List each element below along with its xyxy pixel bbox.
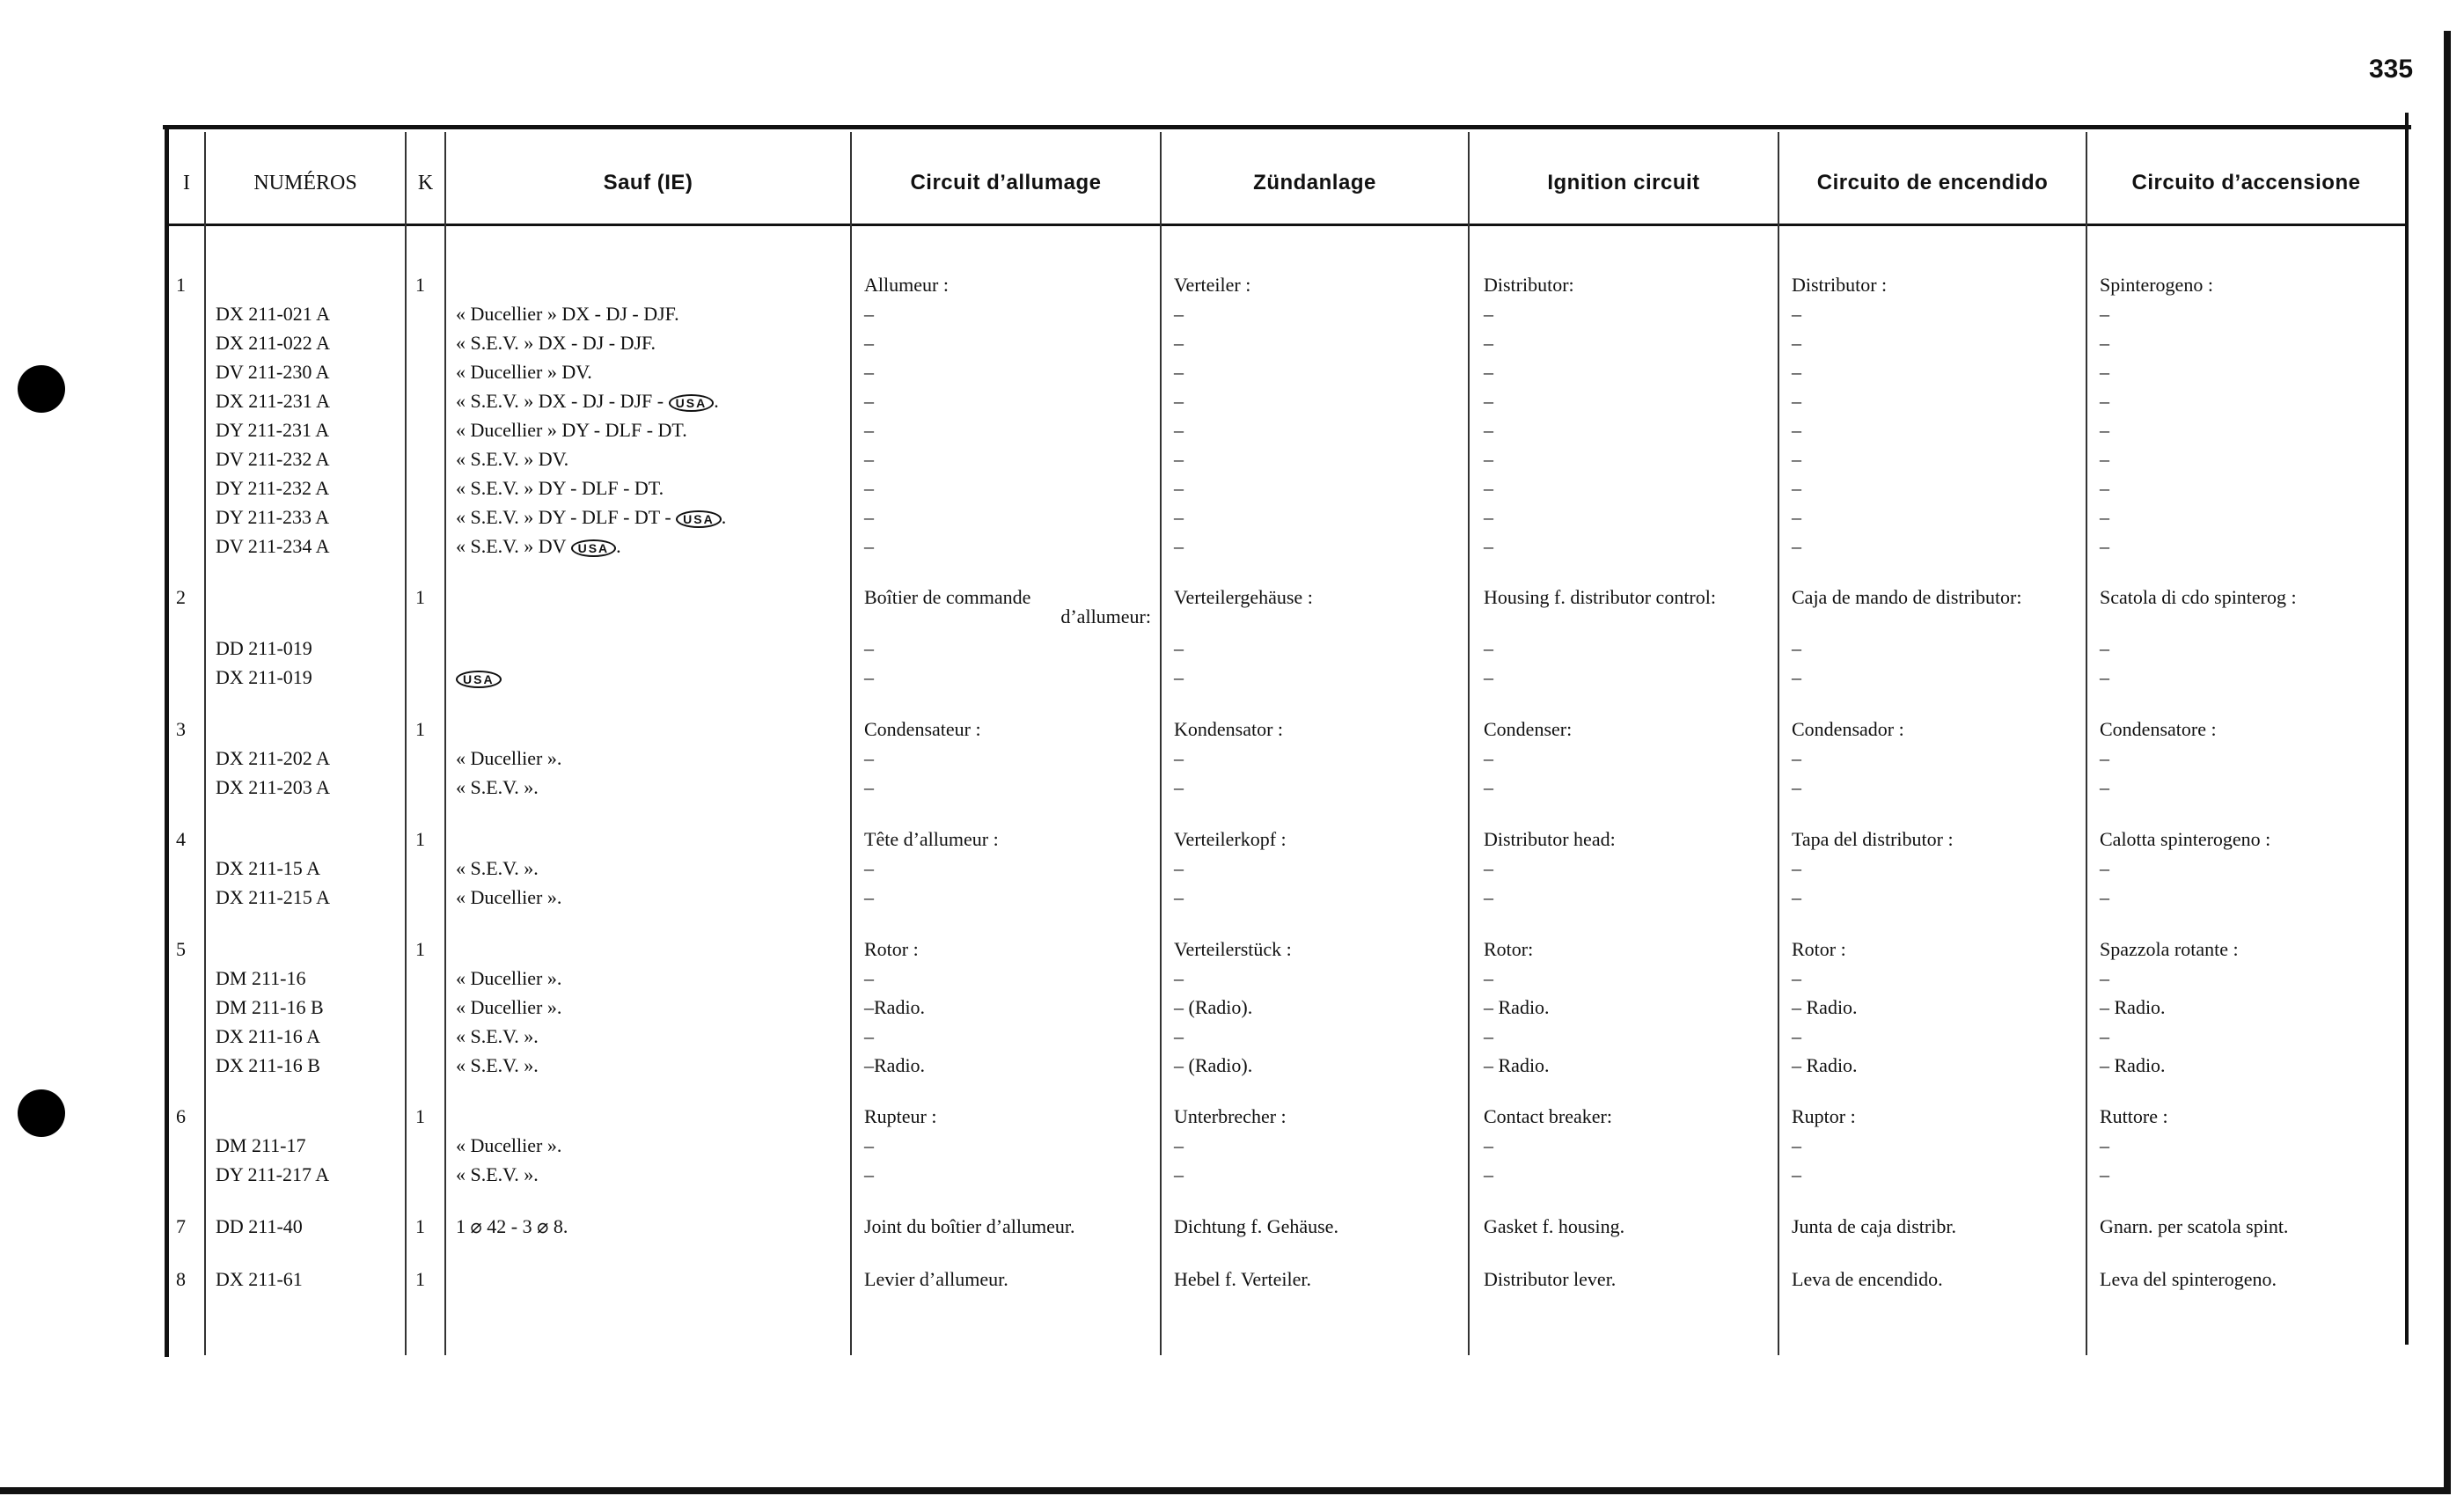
- value-fr: –Radio.: [864, 1054, 926, 1076]
- value-fr: –: [864, 390, 874, 412]
- sauf-note: « S.E.V. ».: [456, 1054, 539, 1076]
- group-quantity: 1: [415, 1215, 425, 1237]
- value-es: –: [1792, 477, 1801, 499]
- sauf-note: 1 ⌀ 42 - 3 ⌀ 8.: [456, 1215, 568, 1237]
- value-fr: –: [864, 747, 874, 769]
- sauf-note: « Ducellier » DV.: [456, 361, 592, 383]
- group-title-it: Spinterogeno :: [2100, 274, 2213, 296]
- value-it: –: [2100, 776, 2109, 798]
- header-sauf: Sauf (IE): [603, 171, 693, 194]
- value-es: –: [1792, 637, 1801, 659]
- table-left-border: [165, 125, 169, 1357]
- value-en: –: [1484, 506, 1493, 528]
- group-index: 5: [176, 938, 186, 960]
- value-it: –: [2100, 1163, 2109, 1185]
- value-en: –: [1484, 448, 1493, 470]
- value-es: –: [1792, 419, 1801, 441]
- group-title-es: Junta de caja distribr.: [1792, 1215, 1956, 1237]
- value-it: –: [2100, 1134, 2109, 1156]
- value-en: –: [1484, 776, 1493, 798]
- group-title-es: Leva de encendido.: [1792, 1268, 1943, 1290]
- value-en: –: [1484, 967, 1493, 989]
- value-en: –: [1484, 1134, 1493, 1156]
- group-title-fr: Tête d’allumeur :: [864, 828, 999, 850]
- value-fr: –: [864, 361, 874, 383]
- page-bottom-edge: [0, 1487, 2451, 1494]
- sauf-note: [456, 505, 726, 530]
- value-it: –: [2100, 419, 2109, 441]
- value-it: – Radio.: [2100, 1054, 2166, 1076]
- value-fr: –: [864, 967, 874, 989]
- group-title-en: Distributor head:: [1484, 828, 1616, 850]
- value-it: –: [2100, 477, 2109, 499]
- sauf-note: « Ducellier ».: [456, 1134, 562, 1156]
- value-de: –: [1174, 506, 1184, 528]
- group-title-de: Verteiler :: [1174, 274, 1251, 296]
- group-title-fr: Joint du boîtier d’allumeur.: [864, 1215, 1075, 1237]
- header-italian: Circuito d’accensione: [2131, 171, 2361, 194]
- value-es: –: [1792, 535, 1801, 557]
- page-number: 335: [2369, 55, 2414, 84]
- value-de: –: [1174, 419, 1184, 441]
- part-number: DY 211-232 A: [216, 477, 330, 499]
- group-quantity: 1: [415, 718, 425, 740]
- group-title-fr: Rotor :: [864, 938, 919, 960]
- sauf-note: « S.E.V. » DY - DLF - DT.: [456, 477, 664, 499]
- value-en: –: [1484, 1025, 1493, 1047]
- table-right-border: [2405, 113, 2409, 1345]
- value-it: –: [2100, 666, 2109, 688]
- usa-badge-icon: USA: [676, 510, 722, 528]
- group-title-es: Rotor :: [1792, 938, 1846, 960]
- value-de: –: [1174, 361, 1184, 383]
- value-es: –: [1792, 747, 1801, 769]
- value-es: –: [1792, 506, 1801, 528]
- sauf-note: « Ducellier » DX - DJ - DJF.: [456, 303, 679, 325]
- group-index: 3: [176, 718, 186, 740]
- value-es: –: [1792, 857, 1801, 879]
- group-title-it: Ruttore :: [2100, 1105, 2168, 1127]
- part-number: DX 211-022 A: [216, 332, 330, 354]
- sauf-text: « S.E.V. » DX - DJ - DJF -: [456, 390, 664, 412]
- group-index: 1: [176, 274, 186, 296]
- group-title-de: Dichtung f. Gehäuse.: [1174, 1215, 1338, 1237]
- value-en: –: [1484, 390, 1493, 412]
- group-title-en: Distributor lever.: [1484, 1268, 1617, 1290]
- table-top-border: [163, 125, 2411, 129]
- value-it: –: [2100, 1025, 2109, 1047]
- part-number: DX 211-231 A: [216, 390, 330, 412]
- value-fr: –: [864, 666, 874, 688]
- sauf-suffix: .: [721, 506, 727, 528]
- sauf-note: « S.E.V. » DX - DJ - DJF.: [456, 332, 656, 354]
- part-number: DX 211-16 B: [216, 1054, 320, 1076]
- column-divider: [204, 132, 206, 1355]
- value-it: – Radio.: [2100, 996, 2166, 1018]
- group-title-de: Verteilergehäuse :: [1174, 586, 1313, 608]
- group-index: 4: [176, 828, 186, 850]
- value-it: –: [2100, 361, 2109, 383]
- value-fr: –: [864, 857, 874, 879]
- group-title-de: Unterbrecher :: [1174, 1105, 1287, 1127]
- value-es: –: [1792, 361, 1801, 383]
- value-de: –: [1174, 448, 1184, 470]
- value-it: –: [2100, 857, 2109, 879]
- value-de: –: [1174, 332, 1184, 354]
- value-en: –: [1484, 477, 1493, 499]
- group-title-de: Kondensator :: [1174, 718, 1284, 740]
- group-title-es: Caja de mando de distributor:: [1792, 586, 2022, 608]
- part-number: DV 211-230 A: [216, 361, 330, 383]
- value-es: –: [1792, 886, 1801, 908]
- value-it: –: [2100, 448, 2109, 470]
- group-title-es: Distributor :: [1792, 274, 1888, 296]
- group-title-it: Spazzola rotante :: [2100, 938, 2239, 960]
- binder-hole: [18, 1089, 65, 1137]
- group-title-en: Housing f. distributor control:: [1484, 586, 1716, 608]
- value-es: –: [1792, 448, 1801, 470]
- value-it: –: [2100, 637, 2109, 659]
- header-numeros: NUMÉROS: [253, 171, 357, 194]
- page-right-edge: [2444, 31, 2451, 1492]
- part-number: DY 211-231 A: [216, 419, 330, 441]
- value-en: –: [1484, 419, 1493, 441]
- group-quantity: 1: [415, 938, 425, 960]
- column-divider: [405, 132, 407, 1355]
- part-number: DM 211-17: [216, 1134, 306, 1156]
- value-en: –: [1484, 361, 1493, 383]
- group-index: 6: [176, 1105, 186, 1127]
- part-number: DV 211-232 A: [216, 448, 330, 470]
- value-fr: –Radio.: [864, 996, 926, 1018]
- value-de: –: [1174, 1025, 1184, 1047]
- value-de: –: [1174, 776, 1184, 798]
- group-title-en: Contact breaker:: [1484, 1105, 1612, 1127]
- group-index: 7: [176, 1215, 186, 1237]
- sauf-note: « S.E.V. ».: [456, 1163, 539, 1185]
- column-divider: [1160, 132, 1162, 1355]
- value-de: – (Radio).: [1174, 996, 1253, 1018]
- group-title-it: Scatola di cdo spinterog :: [2100, 586, 2297, 608]
- column-divider: [2086, 132, 2087, 1355]
- value-de: –: [1174, 535, 1184, 557]
- sauf-text: « S.E.V. » DV: [456, 535, 567, 557]
- group-title-es: Ruptor :: [1792, 1105, 1856, 1127]
- sauf-note: [456, 389, 719, 414]
- value-es: – Radio.: [1792, 996, 1858, 1018]
- value-en: – Radio.: [1484, 1054, 1550, 1076]
- column-divider: [1468, 132, 1470, 1355]
- header-i: I: [183, 171, 190, 194]
- sauf-note: [456, 534, 621, 559]
- value-de: –: [1174, 1134, 1184, 1156]
- group-title-fr: Boîtier de commande: [864, 586, 1031, 608]
- part-number: DX 211-203 A: [216, 776, 330, 798]
- sauf-note: « Ducellier ».: [456, 747, 562, 769]
- value-fr: –: [864, 506, 874, 528]
- value-en: –: [1484, 886, 1493, 908]
- value-es: –: [1792, 666, 1801, 688]
- binder-hole: [18, 365, 65, 413]
- value-en: –: [1484, 637, 1493, 659]
- group-title-de: Hebel f. Verteiler.: [1174, 1268, 1311, 1290]
- value-es: –: [1792, 332, 1801, 354]
- value-fr: –: [864, 303, 874, 325]
- sauf-suffix: .: [714, 390, 719, 412]
- header-k: K: [417, 171, 434, 194]
- group-title-it: Condensatore :: [2100, 718, 2217, 740]
- group-title-fr-cont: d’allumeur:: [1060, 605, 1151, 627]
- group-title-fr: Levier d’allumeur.: [864, 1268, 1008, 1290]
- group-title-en: Distributor:: [1484, 274, 1574, 296]
- group-title-fr: Allumeur :: [864, 274, 949, 296]
- header-german: Zündanlage: [1253, 171, 1376, 194]
- value-es: –: [1792, 390, 1801, 412]
- sauf-note: [456, 665, 502, 690]
- value-en: – Radio.: [1484, 996, 1550, 1018]
- value-de: –: [1174, 637, 1184, 659]
- value-es: – Radio.: [1792, 1054, 1858, 1076]
- value-es: –: [1792, 303, 1801, 325]
- part-number: DX 211-16 A: [216, 1025, 320, 1047]
- part-number: DM 211-16 B: [216, 996, 324, 1018]
- part-number: DM 211-16: [216, 967, 306, 989]
- value-en: –: [1484, 666, 1493, 688]
- sauf-note: « Ducellier ».: [456, 967, 562, 989]
- value-en: –: [1484, 535, 1493, 557]
- group-index: 8: [176, 1268, 186, 1290]
- sauf-note: « Ducellier » DY - DLF - DT.: [456, 419, 687, 441]
- value-it: –: [2100, 747, 2109, 769]
- value-de: –: [1174, 390, 1184, 412]
- group-title-en: Condenser:: [1484, 718, 1573, 740]
- value-es: –: [1792, 967, 1801, 989]
- part-number: DV 211-234 A: [216, 535, 330, 557]
- group-title-fr: Condensateur :: [864, 718, 981, 740]
- value-de: –: [1174, 666, 1184, 688]
- sauf-note: « Ducellier ».: [456, 886, 562, 908]
- usa-badge-icon: USA: [571, 539, 617, 557]
- value-en: –: [1484, 747, 1493, 769]
- value-it: –: [2100, 535, 2109, 557]
- value-de: –: [1174, 477, 1184, 499]
- group-title-es: Tapa del distributor :: [1792, 828, 1954, 850]
- value-it: –: [2100, 506, 2109, 528]
- usa-badge-icon: USA: [669, 394, 715, 412]
- value-fr: –: [864, 1134, 874, 1156]
- part-number: DX 211-021 A: [216, 303, 330, 325]
- value-de: –: [1174, 886, 1184, 908]
- value-fr: –: [864, 1163, 874, 1185]
- value-fr: –: [864, 1025, 874, 1047]
- value-it: –: [2100, 390, 2109, 412]
- group-index: 2: [176, 586, 186, 608]
- sauf-note: « Ducellier ».: [456, 996, 562, 1018]
- value-fr: –: [864, 535, 874, 557]
- group-quantity: 1: [415, 586, 425, 608]
- group-title-fr: Rupteur :: [864, 1105, 937, 1127]
- part-number: DD 211-40: [216, 1215, 303, 1237]
- group-title-es: Condensador :: [1792, 718, 1904, 740]
- group-title-de: Verteilerstück :: [1174, 938, 1292, 960]
- value-es: –: [1792, 1163, 1801, 1185]
- group-title-en: Rotor:: [1484, 938, 1534, 960]
- value-en: –: [1484, 857, 1493, 879]
- value-en: –: [1484, 332, 1493, 354]
- value-de: – (Radio).: [1174, 1054, 1253, 1076]
- group-title-it: Gnarn. per scatola spint.: [2100, 1215, 2289, 1237]
- part-number: DY 211-233 A: [216, 506, 330, 528]
- group-title-en: Gasket f. housing.: [1484, 1215, 1625, 1237]
- part-number: DD 211-019: [216, 637, 312, 659]
- column-divider: [444, 132, 446, 1355]
- sauf-note: « S.E.V. ».: [456, 857, 539, 879]
- value-en: –: [1484, 303, 1493, 325]
- column-divider: [1778, 132, 1779, 1355]
- part-number: DY 211-217 A: [216, 1163, 330, 1185]
- group-title-it: Calotta spinterogeno :: [2100, 828, 2271, 850]
- value-it: –: [2100, 332, 2109, 354]
- part-number: DX 211-61: [216, 1268, 303, 1290]
- value-fr: –: [864, 776, 874, 798]
- value-de: –: [1174, 857, 1184, 879]
- group-quantity: 1: [415, 1268, 425, 1290]
- value-fr: –: [864, 332, 874, 354]
- header-french: Circuit d’allumage: [910, 171, 1102, 194]
- sauf-note: « S.E.V. ».: [456, 776, 539, 798]
- group-quantity: 1: [415, 274, 425, 296]
- sauf-note: « S.E.V. ».: [456, 1025, 539, 1047]
- value-es: –: [1792, 1134, 1801, 1156]
- sauf-note: « S.E.V. » DV.: [456, 448, 569, 470]
- value-de: –: [1174, 967, 1184, 989]
- value-de: –: [1174, 303, 1184, 325]
- value-fr: –: [864, 637, 874, 659]
- part-number: DX 211-215 A: [216, 886, 330, 908]
- group-title-de: Verteilerkopf :: [1174, 828, 1287, 850]
- part-number: DX 211-202 A: [216, 747, 330, 769]
- sauf-text: « S.E.V. » DY - DLF - DT -: [456, 506, 671, 528]
- value-es: –: [1792, 1025, 1801, 1047]
- value-fr: –: [864, 419, 874, 441]
- usa-badge-icon: USA: [456, 671, 502, 688]
- column-divider: [850, 132, 852, 1355]
- value-en: –: [1484, 1163, 1493, 1185]
- header-spanish: Circuito de encendido: [1816, 171, 2049, 194]
- sauf-suffix: .: [616, 535, 621, 557]
- value-fr: –: [864, 477, 874, 499]
- value-fr: –: [864, 448, 874, 470]
- value-it: –: [2100, 886, 2109, 908]
- value-es: –: [1792, 776, 1801, 798]
- header-separator: [169, 224, 2405, 226]
- value-it: –: [2100, 967, 2109, 989]
- value-it: –: [2100, 303, 2109, 325]
- part-number: DX 211-15 A: [216, 857, 320, 879]
- part-number: DX 211-019: [216, 666, 312, 688]
- value-fr: –: [864, 886, 874, 908]
- group-quantity: 1: [415, 1105, 425, 1127]
- value-de: –: [1174, 1163, 1184, 1185]
- header-english: Ignition circuit: [1547, 171, 1700, 194]
- group-quantity: 1: [415, 828, 425, 850]
- group-title-it: Leva del spinterogeno.: [2100, 1268, 2277, 1290]
- value-de: –: [1174, 747, 1184, 769]
